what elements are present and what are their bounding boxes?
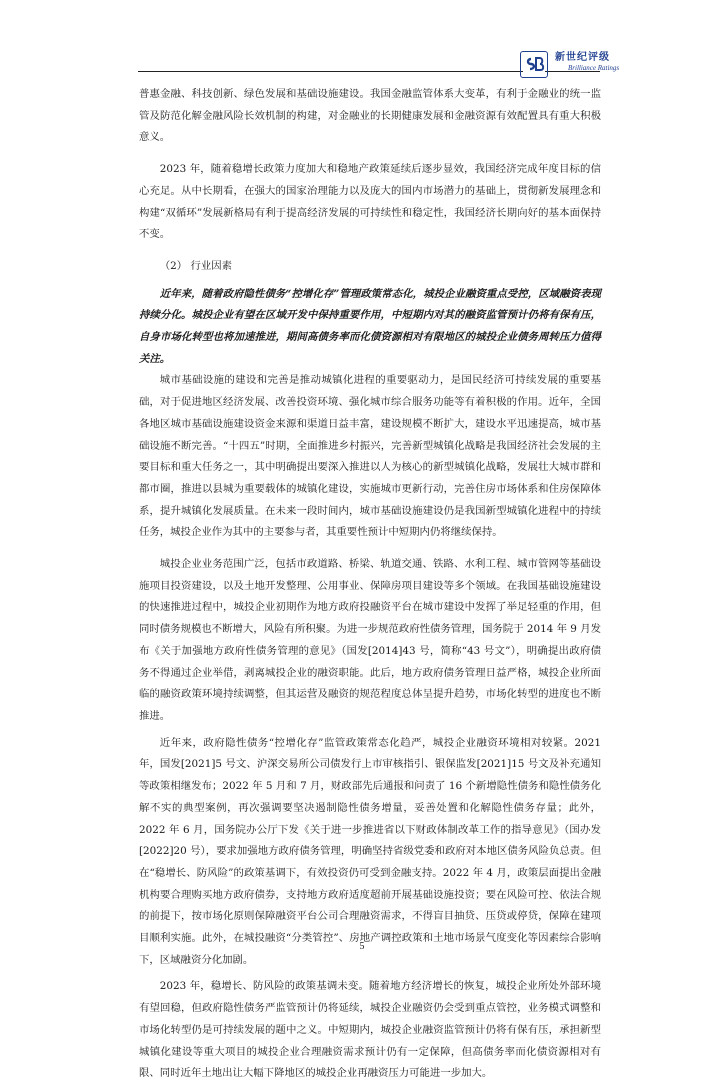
paragraph-infrastructure: 城市基础设施的建设和完善是推动城镇化进程的重要驱动力，是国民经济可持续发展的重要基础，对于促进地区经济发展、改善投资环境、强化城市综合服务功能等有着积极的作用。近年，全国各地区城市基础设施建设资金来源和渠道日益丰富，建设规模不断扩大，建设水平迅速提高，城市基础设施不断完善。“十四五”时期，全面推进乡村振兴，完善新型城镇化战略是我国经济社会发展的主要目标和重大任务之一，其中明确提出要深入推进以人为核心的新型城镇化战略，发展壮大城市群和都市圈，推进以县城为重要载体的城镇化建设，实施城市更新行动，完善住房市场体系和住房保障体系，提升城镇化发展质量。在未来一段时间内，城市基础设施建设仍是我国新型城镇化进程中的持续任务，城投企业作为其中的主要参与者，其重要性预计中短期内仍将继续保持。 <box>139 374 601 539</box>
document-body <box>139 84 601 1085</box>
paragraph-economy-outlook: 2023 年，随着稳增长政策力度加大和稳地产政策延续后逐步显效，我国经济完成年度目标的信心充足。从中长期看，在强大的国家治理能力以及庞大的国内市场潜力的基础上，贯彻新发展理念和构建“双循环”发展新格局有利于提高经济发展的可持续性和稳定性，我国经济长期向好的基本面保持不变。 <box>139 163 601 241</box>
brand-logo <box>520 48 634 82</box>
paragraph-financial-reform: 普惠金融、科技创新、绿色发展和基础设施建设。我国金融监管体系大变革，有利于金融业的统一监管及防范化解金融风险长效机制的构建，对金融业的长期健康发展和金融资源有效配置具有重大积极意义。 <box>139 88 601 144</box>
logo-name: 新世纪评级 <box>555 52 610 63</box>
page-number: 5 <box>359 941 365 952</box>
logo-subtitle: Brilliance Ratings <box>568 64 620 72</box>
paragraph-policy-regulation: 近年来，政府隐性债务“控增化存”监管政策常态化趋严，城投企业融资环境相对较紧。2021 年，国发[2021]5 号文、沪深交易所公司债发行上市审核指引、银保监发[2021]15 号文及补充通知等政策相继发布；2022 年 5 月和 7 月，财政部先后通报和问责了 16 个新增隐性债务和隐性债务化解不实的典型案例，再次强调要坚决遏制隐性债务增量，妥善处置和化解隐性债务存量；此外，2022 年 6 月，国务院办公厅下发《关于进一步推进省以下财政体制改革工作的指导意见》（国办发[2022]20 号），要求加强地方政府债务管理，明确坚持省级党委和政府对本地区债务风险负总责。但在“稳增长、防风险”的政策基调下，有效投资仍可受到金融支持。2022 年 4 月，政策层面提出金融机构要合理购买地方政府债券，支持地方政府适度超前开展基础设施投资；要在风险可控、依法合规的前提下，按市场化原则保障融资平台公司合理融资需求，不得盲目抽贷、压贷或停贷，保障在建项目顺利实施。此外，在城投融资“分类管控”、房地产调控政策和土地市场景气度变化等因素综合影响下，区域融资分化加剧。 <box>139 736 601 966</box>
section-heading-industry: （2） 行业因素 <box>159 259 233 272</box>
paragraph-business-scope: 城投企业业务范围广泛，包括市政道路、桥梁、轨道交通、铁路、水利工程、城市管网等基础设施项目投资建设，以及土地开发整理、公用事业、保障房项目建设等多个领域。在我国基础设施建设的快速推进过程中，城投企业初期作为地方政府投融资平台在城市建设中发挥了举足轻重的作用，但同时债务规模也不断增大，风险有所积聚。为进一步规范政府性债务管理，国务院于 2014 年 9 月发布《关于加强地方政府性债务管理的意见》（国发[2014]43 号，简称“43 号文”），明确提出政府债务不得通过企业举借，剥离城投企业的融资职能。此后，地方政府债务管理日益严格，城投企业所面临的融资政策环境持续调整，但其运营及融资的规范程度总体呈提升趋势，市场化转型的进度也不断推进。 <box>139 558 601 722</box>
paragraph-2023-outlook: 2023 年，稳增长、防风险的政策基调未变。随着地方经济增长的恢复，城投企业所处外部环境有望回稳，但政府隐性债务严监管预计仍将延续，城投企业融资仍会受到重点管控，业务模式调整和市场化转型仍是可持续发展的题中之义。中短期内，城投企业融资监管预计仍将有保有压，承担新型城镇化建设等重大项目的城投企业合理融资需求预计仍有一定保障，但高债务率而化债资源相对有限、同时近年土地出让大幅下降地区的城投企业再融资压力可能进一步加大。 <box>139 980 601 1080</box>
paragraph-industry-summary: 近年来，随着政府隐性债务“控增化存”管理政策常态化，城投企业融资重点受控，区域融资表现持续分化。城投企业有望在区域开发中保持重要作用，中短期内对其的融资监管预计仍将有保有压，自身市场化转型也将加速推进，期间高债务率而化债资源相对有限地区的城投企业债务周转压力值得关注。 <box>139 287 601 365</box>
logo-icon <box>520 51 548 78</box>
